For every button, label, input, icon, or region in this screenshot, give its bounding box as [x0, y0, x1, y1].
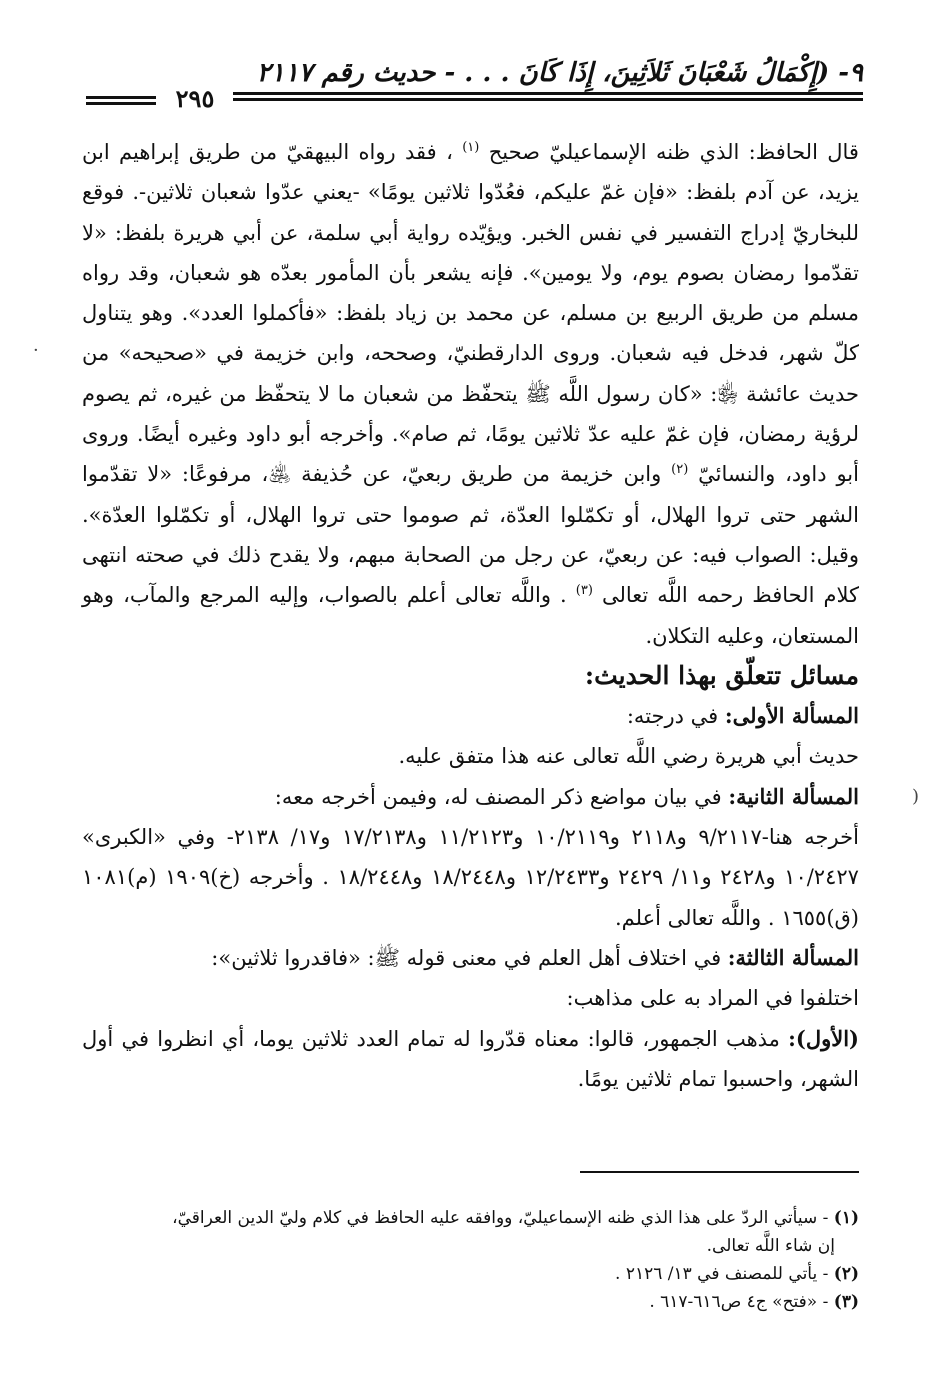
- footnote-ref[interactable]: (٢): [671, 462, 689, 478]
- paragraph-text: قال الحافظ: الذي ظنه الإسماعيليّ صحيح: [488, 140, 859, 164]
- issue-label: المسألة الأولى:: [724, 703, 859, 729]
- opening-paragraph: [82, 132, 859, 656]
- footnote-separator: [580, 1171, 859, 1173]
- footnote-text: - «فتح» ج٤ ص٦١٦-٦١٧ .: [649, 1292, 834, 1312]
- footnote-mark: (٣): [833, 1292, 859, 1312]
- header-rule: [233, 92, 863, 95]
- paragraph-text: . واللَّه تعالى أعلم بالصواب، وإليه المرجع والمآب، وهو المستعان، وعليه التكلان.: [82, 583, 859, 648]
- footnote-1-continuation: إن شاء اللَّه تعالى.: [706, 1236, 835, 1256]
- issue-3-heading: [82, 938, 859, 978]
- footnote-mark: (٢): [833, 1264, 859, 1284]
- footnote-3: [82, 1288, 859, 1316]
- issue-2-text: أخرجه هنا-٩/٢١١٧ و٢١١٨ و١٠/٢١١٩ و١١/٢١٢٣ و١٧/٢١٣٨ و١٧/ ٢١٣٨- وفي «الكبرى» ١٠/٢٤٢٧ و٢٤٢٨ و١١/ ٢٤٢٩ و١٢/٢٤٣٣ و١٨/٢٤٤٨ و١٨/٢٤٤٨ . وأخرجه (خ)١٩٠٩ (م)١٠٨١ (ق)١٦٥٥ . واللَّه تعالى أعلم.: [82, 825, 859, 930]
- section-heading: مسائل تتعلّق بهذا الحديث:: [584, 660, 859, 690]
- footnote-mark: (١): [833, 1208, 859, 1228]
- header-rule: [86, 102, 156, 105]
- issue-1-heading: [82, 696, 859, 736]
- footnote-1: [82, 1204, 859, 1232]
- issue-title: في درجته:: [626, 704, 725, 729]
- view-1-paragraph: [82, 1019, 859, 1100]
- issue-title: في بيان مواضع ذكر المصنف له، وفيمن أخرجه معه:: [274, 784, 729, 809]
- header-rule: [233, 98, 863, 101]
- body-text: [82, 132, 859, 1099]
- footnotes: [82, 1204, 859, 1316]
- footnote-ref[interactable]: (٣): [575, 583, 593, 599]
- page-number: ٢٩٥: [175, 84, 215, 113]
- issue-2-heading: [82, 777, 859, 817]
- scan-speck: ·: [33, 340, 39, 361]
- footnote-ref[interactable]: (١): [462, 140, 480, 155]
- scan-speck: (: [912, 786, 920, 807]
- paragraph-text: ، فقد رواه البيهقيّ من طريق إبراهيم ابن يزيد، عن آدم بلفظ: «فإن غمّ عليكم، فعُدّوا ثلاثين يومًا» -يعني عدّوا شعبان ثلاثين-. فوقع للبخاريّ إدراج التفسير في نفس الخبر. ويؤيّده رواية أبي سلمة، عن أبي هريرة بلفظ: «لا تقدّموا رمضان بصوم يوم، ولا يومين». فإنه يشعر بأن المأمور بعدّه هو شعبان، وقد رواه مسلم من طريق الربيع بن مسلم، عن محمد بن زياد بلفظ: «فأكملوا العدد». وهو يتناول كلّ شهر، فدخل فيه شعبان. وروى الدارقطنيّ، وصححه، وابن خزيمة في «صحيحه» من حديث عائشة ﵂: «كان رسول اللَّه ﷺ يتحفّظ من شعبان ما لا يتحفّظ من غيره، ثم يصوم لرؤية رمضان، فإن غمّ عليه عدّ ثلاثين يومًا، ثم صام». وأخرجه أبو داود وغيره أيضًا. وروى أبو داود، والنسائيّ: [82, 140, 859, 487]
- issue-3-text: اختلفوا في المراد به على مذاهب:: [566, 986, 859, 1011]
- issue-label: المسألة الثانية:: [728, 783, 859, 809]
- header-rule: [86, 96, 156, 99]
- footnote-text: - يأتي للمصنف في ١٣/ ٢١٢٦ .: [615, 1264, 834, 1284]
- issue-title: في اختلاف أهل العلم في معنى قوله ﷺ: «فاقدروا ثلاثين»:: [211, 945, 728, 970]
- issue-1-text: حديث أبي هريرة رضي اللَّه تعالى عنه هذا متفق عليه.: [398, 744, 859, 769]
- issue-label: المسألة الثالثة:: [727, 944, 859, 970]
- footnote-2: [82, 1260, 859, 1288]
- view-label: (الأول):: [788, 1025, 859, 1051]
- running-title: ٩- (إِكْمَالُ شَعْبَانَ ثَلاَثِينَ، إِذَا كَانَ . . . - حديث رقم ٢١١٧: [256, 58, 863, 88]
- footnote-text: - سيأتي الردّ على هذا الذي ظنه الإسماعيليّ، ووافقه عليه الحافظ في كلام وليّ الدين العراقيّ،: [172, 1208, 834, 1228]
- view-text: مذهب الجمهور، قالوا: معناه قدّروا له تمام العدد ثلاثين يوما، أي انظروا في أول الشهر، واحسبوا تمام ثلاثين يومًا.: [82, 1026, 859, 1091]
- paragraph-text: وابن خزيمة من طريق ربعيّ، عن حُذيفة ﵁، مرفوعًا: «لا تقدّموا الشهر حتى تروا الهلال، أو تكمّلوا العدّة، ثم صوموا حتى تروا الهلال، أو تكمّلوا العدّة». وقيل: الصواب فيه: عن ربعيّ، عن رجل من الصحابة مبهم، ولا يقدح ذلك في صحته انتهى كلام الحافظ رحمه اللَّه تعالى: [82, 462, 859, 608]
